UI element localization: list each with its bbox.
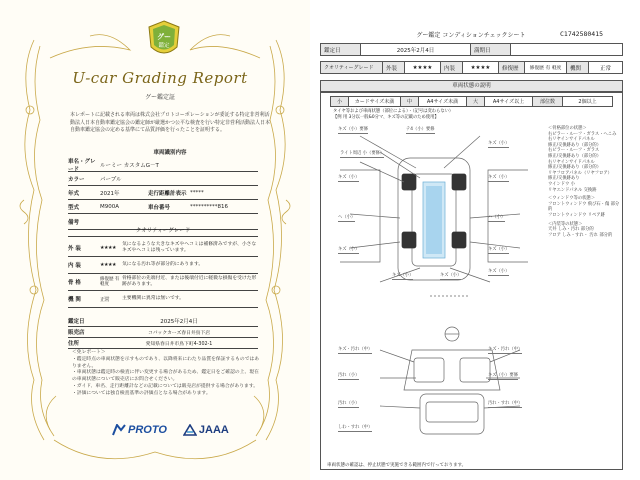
condition-sheet-title: グー鑑定 コンディションチェックシート	[416, 32, 526, 39]
interior-heading: ＜内装等の状態＞	[548, 221, 583, 227]
damage-tag: キズ・汚れ（中）	[338, 347, 373, 352]
damage-tag: 汚れ（小）	[338, 401, 360, 406]
frame-note: 右ピラー・ルーフ・ガラス・へこみ	[548, 131, 617, 137]
frame-note: 修正/交換跡あり（部分的）	[548, 142, 602, 148]
address-value: 愛知県春日井市鳥下町4-302-1	[145, 341, 213, 347]
sheet-frame-value: 修復歴 有 軽度	[525, 62, 567, 73]
sheet-engine-label: 機関	[567, 62, 589, 73]
size-small-label: 小	[331, 97, 349, 106]
quality-description: 気になる汚れ等が部分的にあります。	[122, 262, 204, 267]
damage-tag: キズ（小）	[338, 247, 360, 252]
quality-description: 主要機関に異常は無いです。	[122, 296, 184, 301]
vehicle-color-value: パープル	[100, 176, 122, 183]
sheet-expire-value	[511, 44, 622, 55]
grading-certificate	[0, 0, 310, 480]
vehicle-name-label: 車名・グレード	[68, 158, 96, 173]
sheet-id: C1742580415	[560, 30, 604, 38]
window-heading: ＜ウィンドウ等の状態＞	[548, 196, 596, 202]
note-item: ・ガイド、車名、走行距離計などの記載については販売店が提供する場合があります。	[72, 383, 259, 389]
notes-title: ＜免レポート＞	[72, 350, 106, 355]
mileage-label: 走行距離計表示	[148, 190, 187, 197]
dealer-row	[68, 327, 258, 338]
dealer-table	[68, 316, 258, 349]
size-medium-value: A4サイズ未満	[419, 97, 467, 106]
quality-row-exterior	[68, 240, 258, 257]
size-large-value: A4サイズ以上	[485, 97, 533, 106]
proto-mark-icon	[112, 424, 126, 436]
window-note: フロントウィンドウ リペア跡	[548, 212, 605, 218]
quality-label: 内 装	[68, 263, 81, 269]
vehicle-model-row	[68, 200, 258, 214]
disclaimer-notes	[72, 350, 262, 398]
quality-label: 機 関	[68, 297, 81, 303]
vehicle-model-label: 型式	[68, 204, 80, 211]
vehicle-year-value: 2021年	[100, 190, 120, 197]
vehicle-year-label: 年式	[68, 190, 80, 197]
damage-tag: キズ（小）	[488, 269, 510, 274]
quality-stars: ★★★★	[100, 245, 116, 251]
damage-tag: キズ（小）要修	[338, 127, 368, 132]
certificate-subtitle: グー鑑定証	[144, 94, 175, 101]
interior-note: 天井 しみ・汚れ 部分的	[548, 227, 594, 233]
damage-tag: 汚れ・すれ（中）	[488, 401, 523, 406]
frame-note: 右ピラー・ルーフ・ガラス	[548, 148, 600, 154]
damage-tag: テ4（小）要修	[406, 127, 435, 132]
size-medium-label: 中	[401, 97, 419, 106]
address-label: 住所	[68, 341, 80, 347]
sheet-ext-label: 外装	[383, 62, 405, 73]
address-row	[68, 338, 258, 349]
frame-note: リヤフロアパネル（リヤフロア）	[548, 170, 612, 176]
note-item: ・鑑定時点の車両状態を示すものであり、以降将来にわたり品質を保証するものではありません。	[72, 356, 260, 369]
sheet-engine-value: 正常	[599, 65, 611, 72]
note-item: ・車両状態は鑑定時の検査に伴い変更する場合があるため、鑑定日をご確認の上、現在の車両状態について販売店にお問合せください。	[72, 370, 259, 383]
damage-tag: キズ（小）	[392, 273, 414, 278]
proto-logo: PROTO	[112, 424, 167, 436]
quality-grade-heading: クオリティーグレード	[68, 226, 258, 237]
condition-section-heading: 車両状態の説明	[320, 80, 623, 92]
part-count-label: 部位数	[533, 97, 563, 106]
window-note: フロントウィンドウ 飛び石・傷 部分的	[548, 201, 620, 213]
vehicle-damage-diagram	[320, 122, 548, 460]
remarks-label: 備考	[68, 219, 80, 226]
frame-condition-notes	[548, 126, 620, 238]
frame-note: リヤエンドパネル 交換跡	[548, 187, 597, 193]
damage-tag: キズ・汚れ（中）	[488, 347, 523, 352]
damage-tag: キズ（小）	[488, 141, 510, 146]
sheet-date-value: 2025年2月4日	[361, 44, 471, 55]
quality-row-interior	[68, 257, 258, 274]
frame-note: 右リヤインサイドパネル	[548, 137, 595, 143]
sheet-ext-value: ★★★★	[405, 62, 441, 73]
sheet-date-row	[320, 43, 623, 56]
sheet-frame-label: 修復歴	[499, 62, 525, 73]
vehicle-name-row	[68, 158, 258, 172]
damage-tag: キズ（小）	[488, 175, 510, 180]
sheet-int-value: ★★★★	[463, 62, 499, 73]
vehicle-model-value: M900A	[100, 203, 120, 210]
vehicle-color-label: カラー	[68, 176, 85, 183]
dealer-label: 販売店	[68, 330, 85, 336]
sheet-int-label: 内装	[441, 62, 463, 73]
damage-tag: キズ（小）	[440, 273, 462, 278]
goo-appraisal-badge-icon	[147, 20, 181, 60]
quality-stars: 正常	[100, 296, 110, 303]
damage-tag: 汚れ（小）	[338, 373, 360, 378]
footer-logos	[112, 424, 229, 436]
quality-description: 骨格部位の先端付近、または後端付近に軽微な損傷を受けた形跡があります。	[122, 276, 257, 287]
damage-tag: キズ（小）	[488, 247, 510, 252]
quality-stars: ★★★★	[100, 262, 116, 268]
inspection-footnote: 車両状態の確認は、停止状態で実施できる範囲内で行っております。	[327, 463, 467, 468]
damage-tag: ヘ（小）	[338, 215, 356, 220]
quality-description: 気になるような大きなキズやヘコミは補修済みですが、小さなキズやヘコミは残っています。	[122, 242, 257, 253]
quality-row-engine	[68, 291, 258, 308]
mileage-value: *****	[190, 189, 204, 196]
frame-note: 右リヤインサイドパネル	[548, 159, 595, 165]
damage-tag: ライト周辺 小（要修）	[340, 151, 385, 156]
part-count-value: 2個以上	[578, 99, 597, 105]
svg-text:鑑定: 鑑定	[158, 43, 170, 49]
sheet-grade-row	[320, 61, 623, 74]
quality-label: 骨 格	[68, 280, 81, 286]
appraisal-date-row	[68, 316, 258, 327]
jaaa-mark-icon	[183, 424, 197, 436]
appraisal-date-label: 鑑定日	[68, 319, 85, 325]
appraisal-date-value: 2025年2月4日	[160, 319, 198, 325]
sheet-expire-label: 満期日	[471, 44, 511, 55]
vehicle-id-table	[68, 158, 258, 230]
certificate-intro: 本レポートに記載される車両は株式会社プロトコーポレーションが委託する特定非営利活動法人日本自動車鑑定協会の鑑定師が厳選かつ公平な検査を行い特定非営利活動法人日本自動車鑑定協会の定める基準にて品質評価を行ったことを証明する。	[70, 112, 271, 133]
size-small-value: カードサイズ未満	[349, 97, 401, 106]
damage-size-legend	[330, 96, 613, 107]
frame-note: 修正/交換跡あり（部分的）	[548, 165, 602, 171]
vehicle-id-heading: 車両識別内容	[153, 150, 187, 156]
jaaa-logo: JAAA	[183, 424, 229, 436]
quality-row-frame	[68, 274, 258, 291]
damage-tag: ハ（小）	[488, 215, 506, 220]
quality-grade-table	[68, 240, 258, 308]
interior-note: フロア しみ・すれ・ 汚れ 部分的	[548, 232, 613, 238]
damage-tag: キズ（小）要修	[488, 373, 518, 378]
frame-note: 修正/交換跡あり（部分的）	[548, 153, 602, 159]
damage-tag: しわ・すれ（中）	[338, 425, 373, 430]
grading-report-title: U-car Grading Report	[72, 69, 248, 87]
note-item: ・評価については独自検査基準の評価点となる場合があります。	[72, 390, 211, 396]
vehicle-year-row	[68, 186, 258, 200]
damage-tag: キズ（小）	[338, 175, 360, 180]
frame-note: ウインドウ 小	[548, 181, 576, 187]
chassis-value: **********816	[190, 203, 228, 210]
dealer-name: コバックカーズ春日井鳥下店	[147, 330, 211, 336]
sheet-date-label: 鑑定日	[321, 44, 361, 55]
frame-note: ＜骨格部位の状態＞	[548, 126, 587, 131]
vehicle-color-row	[68, 172, 258, 186]
quality-label: 外 装	[68, 246, 81, 252]
size-large-label: 大	[467, 97, 485, 106]
legend-note: タイヤ等および車両状態（部位による）・（記号は変わらない） 【例 用 3分以一般&0分マ、キズ等の記載のため使用】	[333, 109, 454, 120]
quality-level: 修復歴 有 軽度	[100, 276, 120, 287]
frame-note: 修正/交換跡あり	[548, 176, 580, 182]
sheet-grade-label: クオリティーグレード	[321, 62, 383, 73]
svg-text:グー: グー	[157, 33, 171, 41]
vehicle-name-value: ルーミー カスタムG－T	[100, 162, 159, 169]
chassis-label: 車台番号	[148, 204, 171, 211]
